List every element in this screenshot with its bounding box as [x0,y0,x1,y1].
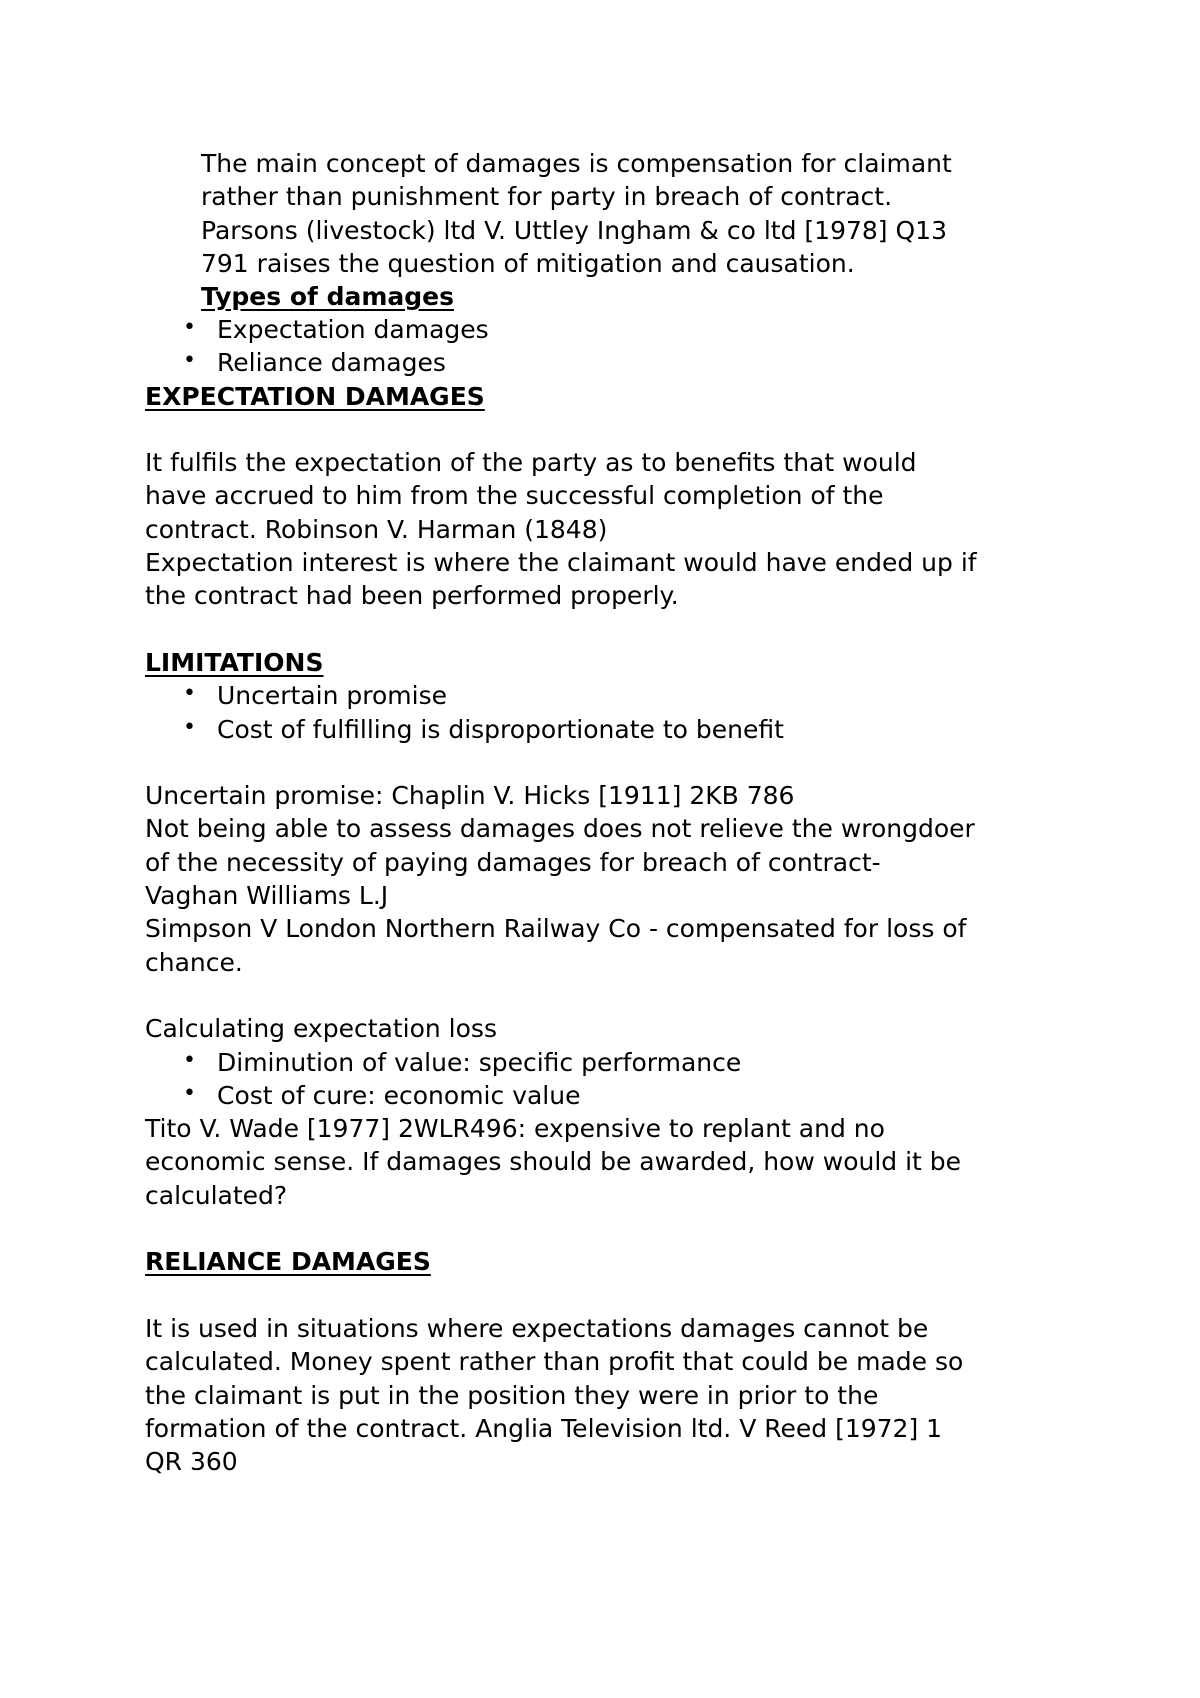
list-item [145,713,977,746]
bullet-icon: • [183,1047,196,1073]
intro-line: The main concept of damages is compensation for claimant [201,149,952,178]
list-item [145,1079,977,1112]
limitations-heading: LIMITATIONS [145,647,324,677]
paragraph-line: Vaghan Williams L.J [145,881,389,911]
spacer [145,1212,977,1245]
intro-line: Parsons (livestock) ltd V. Uttley Ingham & co ltd [1978] Q13 [201,215,947,245]
calculating-list [145,1046,977,1113]
paragraph-line: economic sense. If damages should be awarded, how would it be [145,1147,962,1177]
paragraph-line: formation of the contract. Anglia Television ltd. V Reed [1972] 1 [145,1413,943,1443]
intro-section [201,147,952,313]
paragraph-line: of the necessity of paying damages for breach of contract- [145,847,881,877]
list-item [145,346,977,379]
bullet-icon: • [183,348,196,374]
main-body [145,313,977,1478]
paragraph-line: calculated. Money spent rather than profit that could be made so [145,1347,964,1377]
paragraph-line: It fulfils the expectation of the party as to benefits that would [145,448,917,478]
paragraph-line: Simpson V London Northern Railway Co - compensated for loss of [145,914,967,944]
spacer [145,413,977,446]
calculating-title: Calculating expectation loss [145,1014,497,1044]
paragraph-line: the claimant is put in the position they were in prior to the [145,1380,879,1410]
bullet-icon: • [183,681,196,707]
bullet-icon: • [183,315,196,340]
list-item-text: Diminution of value: specific performance [217,1047,742,1077]
intro-line: rather than punishment for party in breach of contract. [201,182,893,212]
paragraph-line: Tito V. Wade [1977] 2WLR496: expensive to replant and no [145,1114,885,1144]
reliance-damages-heading: RELIANCE DAMAGES [145,1247,431,1277]
expectation-damages-heading: EXPECTATION DAMAGES [145,381,485,411]
list-item-text: Cost of fulfilling is disproportionate to benefit [217,714,784,744]
spacer [145,1279,977,1312]
paragraph-line: calculated? [145,1180,288,1210]
bullet-icon: • [183,1080,196,1106]
paragraph-line: chance. [145,947,243,977]
limitations-list [145,679,977,746]
types-of-damages-heading: Types of damages [201,282,454,312]
paragraph-line: It is used in situations where expectations damages cannot be [145,1313,929,1343]
paragraph-line: Uncertain promise: Chaplin V. Hicks [1911] 2KB 786 [145,781,795,811]
paragraph-line: QR 360 [145,1447,238,1477]
list-item-text: Reliance damages [217,348,446,378]
list-item [145,1046,977,1079]
paragraph-line: contract. Robinson V. Harman (1848) [145,514,608,544]
bullet-icon: • [183,714,196,740]
list-item [145,679,977,712]
list-item-text: Expectation damages [217,315,489,344]
spacer [145,746,977,779]
paragraph-line: Not being able to assess damages does not relieve the wrongdoer [145,814,975,844]
paragraph-line: the contract had been performed properly. [145,581,679,611]
paragraph-line: Expectation interest is where the claimant would have ended up if [145,548,977,578]
list-item [145,313,977,346]
spacer [145,613,977,646]
types-list [145,313,977,380]
list-item-text: Uncertain promise [217,681,448,711]
list-item-text: Cost of cure: economic value [217,1080,581,1110]
spacer [145,979,977,1012]
paragraph-line: have accrued to him from the successful completion of the [145,481,884,511]
intro-line: 791 raises the question of mitigation and causation. [201,248,855,278]
